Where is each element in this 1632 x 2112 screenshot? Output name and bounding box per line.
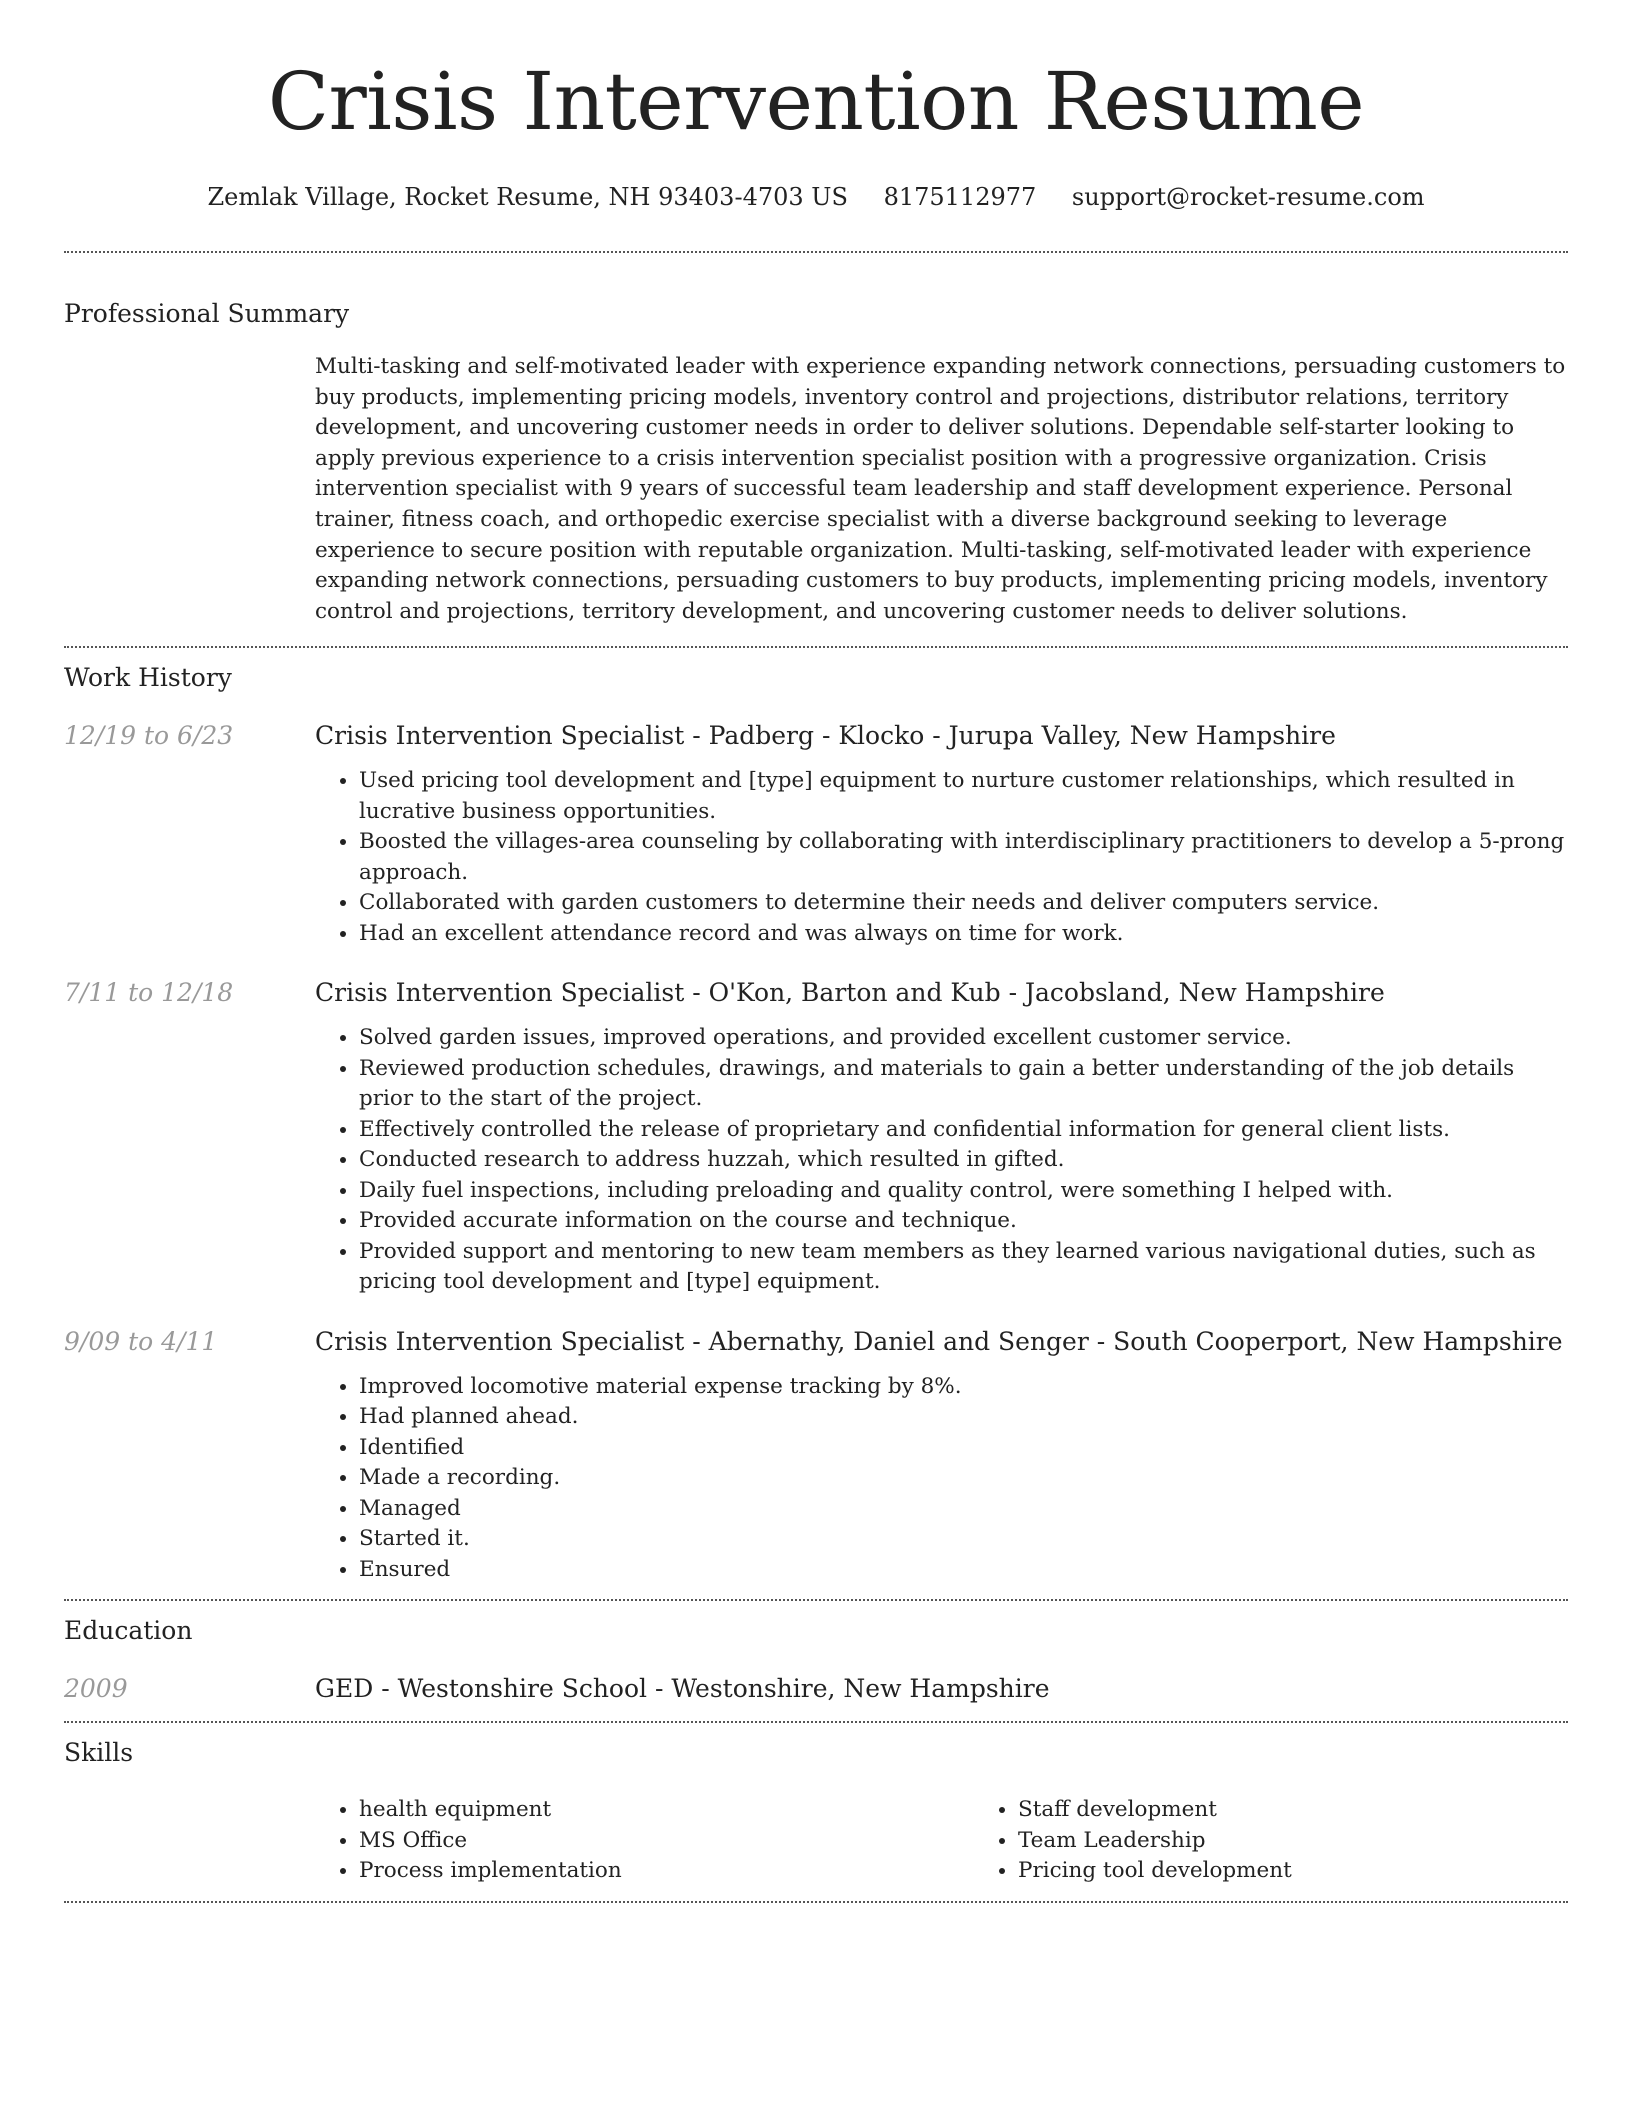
job-entry bbox=[64, 977, 1568, 1298]
list-item: • Identified bbox=[359, 1433, 1568, 1464]
divider bbox=[64, 646, 1568, 648]
job-bullets bbox=[315, 766, 1568, 949]
education-section bbox=[64, 1615, 1568, 1705]
list-item: • Solved garden issues, improved operations, and provided excellent customer service. bbox=[359, 1023, 1568, 1054]
skills-list-left bbox=[315, 1795, 974, 1887]
divider bbox=[64, 251, 1568, 253]
skills-section bbox=[64, 1737, 1568, 1887]
section-title-education: Education bbox=[64, 1616, 193, 1646]
skill-item: • Process implementation bbox=[359, 1856, 974, 1887]
skill-item: • Team Leadership bbox=[1018, 1826, 1632, 1857]
list-item: • Conducted research to address huzzah, which resulted in gifted. bbox=[359, 1145, 1568, 1176]
work-section bbox=[64, 662, 1568, 1585]
resume-page bbox=[64, 0, 1568, 1903]
summary-text: Multi-tasking and self-motivated leader with experience expanding network connections, persuading customers to buy products, implementing pricing models, inventory control and projections, distributor relations, territory development, and uncovering customer needs in order to deliver solutions. Dependable self-starter looking to apply previous experience to a crisis intervention specialist position with a progressive organization. Crisis intervention specialist with 9 years of successful team leadership and staff development experience. Personal trainer, fitness coach, and orthopedic exercise specialist with a diverse background seeking to leverage experience to secure position with reputable organization. Multi-tasking, self-motivated leader with experience expanding network connections, persuading customers to buy products, implementing pricing models, inventory control and projections, territory development, and uncovering customer needs to deliver solutions. bbox=[315, 354, 1566, 624]
job-dates: 9/09 to 4/11 bbox=[64, 1326, 218, 1356]
list-item: • Provided accurate information on the course and technique. bbox=[359, 1206, 1568, 1237]
job-title: Crisis Intervention Specialist - Padberg - Klocko - Jurupa Valley, New Hampshire bbox=[315, 721, 1336, 751]
contact-address: Zemlak Village, Rocket Resume, NH 93403-4703 US bbox=[207, 183, 848, 211]
contact-line bbox=[64, 182, 1568, 212]
list-item: • Effectively controlled the release of proprietary and confidential information for general client lists. bbox=[359, 1115, 1568, 1146]
list-item: • Made a recording. bbox=[359, 1463, 1568, 1494]
skill-item: • Pricing tool development bbox=[1018, 1856, 1632, 1887]
skill-item: • Staff development bbox=[1018, 1795, 1632, 1826]
list-item: • Had planned ahead. bbox=[359, 1402, 1568, 1433]
education-entry bbox=[64, 1673, 1568, 1705]
list-item: • Improved locomotive material expense tracking by 8%. bbox=[359, 1372, 1568, 1403]
list-item: • Had an excellent attendance record and was always on time for work. bbox=[359, 919, 1568, 950]
divider bbox=[64, 1599, 1568, 1601]
job-dates: 7/11 to 12/18 bbox=[64, 978, 234, 1008]
job-bullets bbox=[315, 1372, 1568, 1586]
list-item: • Provided support and mentoring to new team members as they learned various navigational duties, such as pricing tool development and [type] equipment. bbox=[359, 1237, 1568, 1298]
list-item: • Boosted the villages-area counseling by collaborating with interdisciplinary practitioners to develop a 5-prong approach. bbox=[359, 827, 1568, 888]
list-item: • Daily fuel inspections, including preloading and quality control, were something I helped with. bbox=[359, 1176, 1568, 1207]
skills-list-right bbox=[974, 1795, 1632, 1887]
resume-title: Crisis Intervention Resume bbox=[267, 55, 1365, 148]
education-year: 2009 bbox=[64, 1674, 128, 1704]
skill-item: • MS Office bbox=[359, 1826, 974, 1857]
list-item: • Collaborated with garden customers to determine their needs and deliver computers service. bbox=[359, 888, 1568, 919]
list-item: • Ensured bbox=[359, 1555, 1568, 1586]
list-item: • Used pricing tool development and [type] equipment to nurture customer relationships, which resulted in lucrative business opportunities. bbox=[359, 766, 1568, 827]
divider bbox=[64, 1721, 1568, 1723]
skill-item: • health equipment bbox=[359, 1795, 974, 1826]
divider bbox=[64, 1901, 1568, 1903]
job-entry bbox=[64, 1326, 1568, 1586]
job-entry bbox=[64, 720, 1568, 949]
list-item: • Managed bbox=[359, 1494, 1568, 1525]
job-bullets bbox=[315, 1023, 1568, 1298]
section-title-summary: Professional Summary bbox=[64, 299, 350, 328]
job-dates: 12/19 to 6/23 bbox=[64, 721, 234, 751]
list-item: • Reviewed production schedules, drawings, and materials to gain a better understanding of the job details prior to the start of the project. bbox=[359, 1054, 1568, 1115]
contact-phone: 8175112977 bbox=[883, 183, 1037, 211]
summary-section bbox=[64, 298, 1568, 627]
section-title-skills: Skills bbox=[64, 1738, 134, 1768]
section-title-work: Work History bbox=[64, 663, 232, 693]
job-title: Crisis Intervention Specialist - O'Kon, Barton and Kub - Jacobsland, New Hampshire bbox=[315, 978, 1385, 1008]
job-title: Crisis Intervention Specialist - Abernathy, Daniel and Senger - South Cooperport, New Hampshire bbox=[315, 1326, 1563, 1356]
contact-email: support@rocket-resume.com bbox=[1071, 183, 1425, 211]
education-degree: GED - Westonshire School - Westonshire, New Hampshire bbox=[315, 1674, 1050, 1704]
list-item: • Started it. bbox=[359, 1524, 1568, 1555]
